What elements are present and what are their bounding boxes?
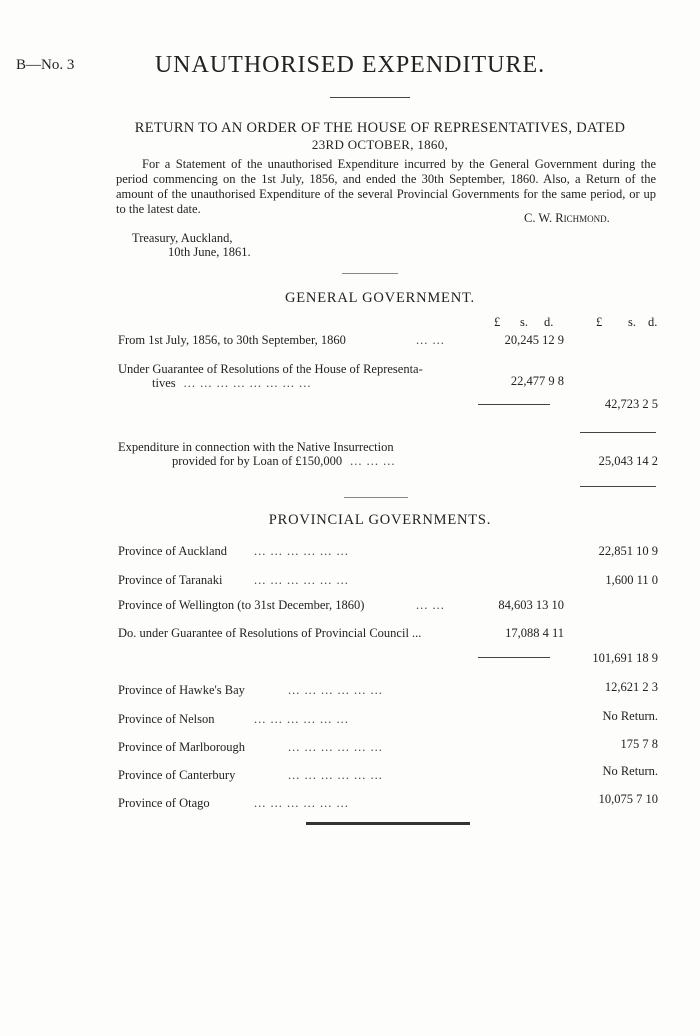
row-dots: ... ... ... (350, 454, 396, 468)
title-divider (330, 97, 410, 98)
native-insurrection-line2 (172, 454, 395, 469)
province-wellington-guarantee-value: 17,088 4 11 (505, 626, 564, 640)
row-dots: ... ... ... ... ... ... (288, 683, 383, 697)
general-row-guarantee-line2 (152, 376, 311, 391)
section-divider (344, 497, 408, 498)
native-insurrection-line1: Expenditure in connection with the Native Insurrection (118, 440, 394, 454)
signature-name: C. W. Richmond. (524, 211, 610, 225)
row-label: tives (152, 376, 176, 390)
province-wellington-guarantee: Do. under Guarantee of Resolutions of Provincial Council ... (118, 626, 422, 640)
row-label: Province of Hawke's Bay (118, 683, 245, 697)
row-dots: ... ... ... ... ... ... (254, 796, 349, 810)
general-row-period-value: 20,245 12 9 (504, 333, 564, 347)
row-dots: ... ... ... ... ... ... ... ... (183, 376, 312, 390)
return-heading-line1: RETURN TO AN ORDER OF THE HOUSE OF REPRESENTATIVES, DATED (134, 120, 626, 136)
row-label: Province of Marlborough (118, 740, 246, 754)
province-auckland-value: 22,851 10 9 (598, 544, 658, 558)
row-label: Province of Wellington (to 31st December, 1860) (118, 598, 365, 612)
province-otago-value: 10,075 7 10 (598, 792, 658, 806)
row-label: From 1st July, 1856, to 30th September, 1860 (118, 333, 346, 347)
treasury-line1: Treasury, Auckland, (132, 231, 233, 245)
province-nelson-value: No Return. (602, 709, 658, 723)
document-reference: B—No. 3 (16, 57, 75, 73)
general-government-heading: GENERAL GOVERNMENT. (285, 290, 475, 306)
col2-pence-header: d. (648, 315, 658, 329)
general-subtotal: 42,723 2 5 (604, 397, 658, 411)
province-otago (118, 796, 349, 811)
province-marlborough-value: 175 7 8 (620, 737, 658, 751)
col1-pence-header: d. (544, 315, 554, 329)
col1-pounds-header: £ (494, 315, 501, 329)
row-dots: ... ... ... ... ... ... (254, 544, 349, 558)
province-taranaki (118, 573, 349, 588)
row-dots: ... ... ... ... ... ... (254, 573, 349, 587)
statement-paragraph (116, 157, 656, 217)
province-marlborough (118, 740, 383, 755)
row-dots: ... ... ... ... ... ... (254, 712, 349, 726)
province-nelson (118, 712, 349, 727)
page-title: UNAUTHORISED EXPENDITURE. (154, 52, 546, 78)
native-insurrection-value: 25,043 14 2 (598, 454, 658, 468)
province-canterbury-value: No Return. (602, 764, 658, 778)
row-dots: ... ... ... ... ... ... (288, 768, 383, 782)
province-canterbury (118, 768, 383, 783)
sum-line (580, 486, 656, 487)
signature (524, 211, 610, 226)
general-row-period (118, 333, 445, 348)
row-dots: ... ... (416, 598, 445, 612)
return-heading-line2: 23RD OCTOBER, 1860, (311, 137, 449, 152)
row-label: Province of Nelson (118, 712, 215, 726)
provincial-subtotal: 101,691 18 9 (592, 651, 658, 665)
col2-shillings-header: s. (628, 315, 636, 329)
sum-line (580, 432, 656, 433)
general-row-guarantee: Under Guarantee of Resolutions of the House of Representa- (118, 362, 423, 376)
general-row-guarantee-value: 22,477 9 8 (510, 374, 564, 388)
province-hawkes-bay-value: 12,621 2 3 (604, 680, 658, 694)
provincial-governments-heading: PROVINCIAL GOVERNMENTS. (268, 512, 492, 528)
province-wellington (118, 598, 445, 613)
statement-text: For a Statement of the unauthorised Expenditure incurred by the General Government during the period commencing on the 1st July, 1856, and ended the 30th September, 1860. Also, a Return of the amount of the unauthorised Expenditure of the several Provincial Governments for the same period, or up to the latest date. (116, 157, 656, 216)
province-hawkes-bay (118, 683, 383, 698)
col1-shillings-header: s. (520, 315, 528, 329)
row-label: Province of Auckland (118, 544, 228, 558)
col2-pounds-header: £ (596, 315, 603, 329)
treasury-date: 10th June, 1861. (168, 245, 251, 259)
province-taranaki-value: 1,600 11 0 (605, 573, 658, 587)
row-label: Province of Taranaki (118, 573, 223, 587)
section-divider (342, 273, 398, 274)
closing-rule (306, 822, 470, 825)
row-label: provided for by Loan of £150,000 (172, 454, 343, 468)
province-wellington-value: 84,603 13 10 (498, 598, 564, 612)
row-label: Province of Canterbury (118, 768, 236, 782)
row-dots: ... ... (416, 333, 445, 347)
province-auckland (118, 544, 349, 559)
row-label: Province of Otago (118, 796, 210, 810)
row-dots: ... ... ... ... ... ... (288, 740, 383, 754)
